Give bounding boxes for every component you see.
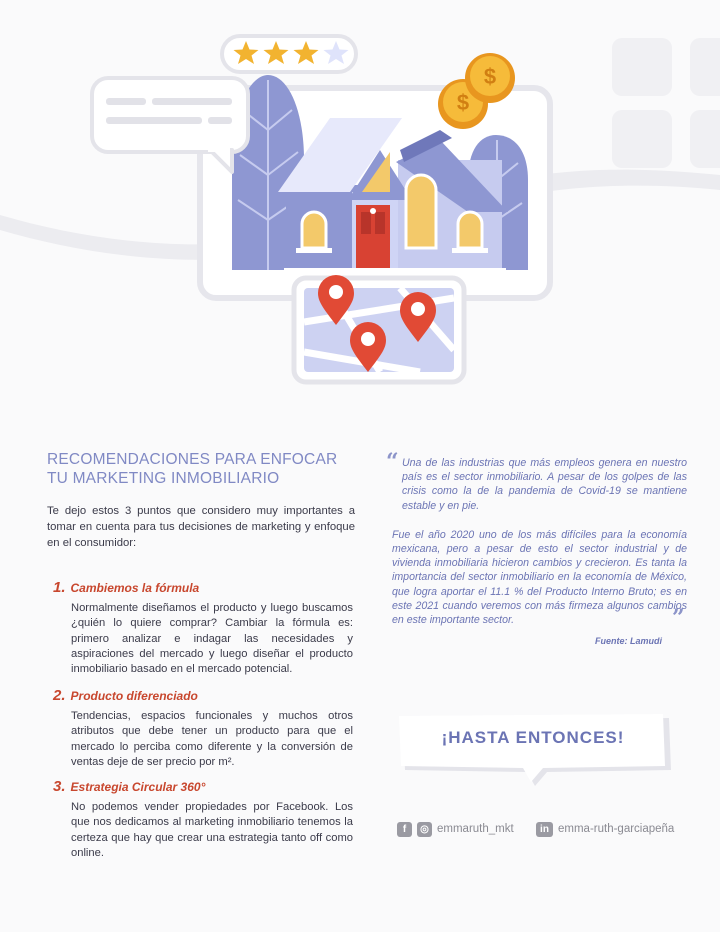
linkedin-icon: in <box>536 822 553 837</box>
instagram-icon: ◎ <box>417 822 432 837</box>
recommendation-number: 2. <box>53 687 66 704</box>
speech-bubble-left <box>92 78 248 172</box>
recommendation-2 <box>53 688 353 770</box>
svg-text:$: $ <box>483 64 497 89</box>
close-quote-icon: ” <box>672 605 685 631</box>
recommendation-number: 1. <box>53 579 66 596</box>
heading-line-2: TU MARKETING INMOBILIARIO <box>47 470 280 487</box>
social-handle: emmaruth_mkt <box>437 823 514 835</box>
recommendation-number: 3. <box>53 778 66 795</box>
svg-text:$: $ <box>456 90 470 115</box>
recommendation-body: Tendencias, espacios funcionales y muchos otros atributos que debe tener un producto para que el mercado lo perciba como diferente y la conversión de ventas deje de ser precio por m². <box>71 710 353 768</box>
farewell-bubble <box>397 712 675 788</box>
recommendation-title: 2. Producto diferenciado <box>53 687 198 704</box>
heading-line-1: RECOMENDACIONES PARA ENFOCAR <box>47 451 338 468</box>
section-heading <box>47 450 367 488</box>
rating-stars <box>222 36 356 72</box>
recommendation-title: 1. Cambiemos la fórmula <box>53 579 200 596</box>
linkedin-handle: emma-ruth-garciapeña <box>558 823 675 835</box>
real-estate-illustration <box>0 0 720 420</box>
farewell-text: ¡HASTA ENTONCES! <box>441 728 625 747</box>
recommendation-body: No podemos vender propiedades por Facebook. Los que nos dedicamos al marketing inmobiliario tenemos la certeza que hay que crear una estrategia tanto off como online. <box>71 801 353 859</box>
intro-paragraph: Te dejo estos 3 puntos que considero muy importantes a tomar en cuenta para tus decisiones de marketing y enfoque en el consumidor: <box>47 505 355 549</box>
quote-source: Fuente: Lamudi <box>595 636 662 646</box>
recommendation-1 <box>53 580 353 677</box>
recommendation-title: 3. Estrategia Circular 360° <box>53 778 206 795</box>
quote-block <box>392 456 687 642</box>
open-quote-icon: “ <box>386 449 399 475</box>
social-instagram-facebook[interactable] <box>397 820 514 838</box>
quote-paragraph-1: Una de las industrias que más empleos genera en nuestro país es el sector inmobiliario. A pesar de los golpes de las crisis como la de la pandemia de Covid-19 se mantiene estable y en pie. <box>402 457 687 512</box>
recommendation-3 <box>53 779 353 861</box>
quote-paragraph-2: Fue el año 2020 uno de los más difíciles para la economía mexicana, pero a pesar de esto el sector industrial y de vivienda inmobiliaria hicieron cambios y crecieron. Es tanta la importancia del sector inmobiliario en la economía de México, que logra aportar el 11.1 % del Producto Interno Bruto; es en este 2021 cuando veremos con más firmeza algunos cambios en este importante sector. <box>392 528 687 627</box>
social-linkedin[interactable] <box>536 820 674 838</box>
recommendation-body: Normalmente diseñamos el producto y luego buscamos ¿quién lo quiere comprar? Cambiar la fórmula es: primero analizar e indagar las necesidades y aspiraciones del mercado y luego diseñar el producto inmobiliario basado en el mercado potencial. <box>71 602 353 676</box>
background-tiles <box>612 38 720 168</box>
facebook-icon: f <box>397 822 412 837</box>
